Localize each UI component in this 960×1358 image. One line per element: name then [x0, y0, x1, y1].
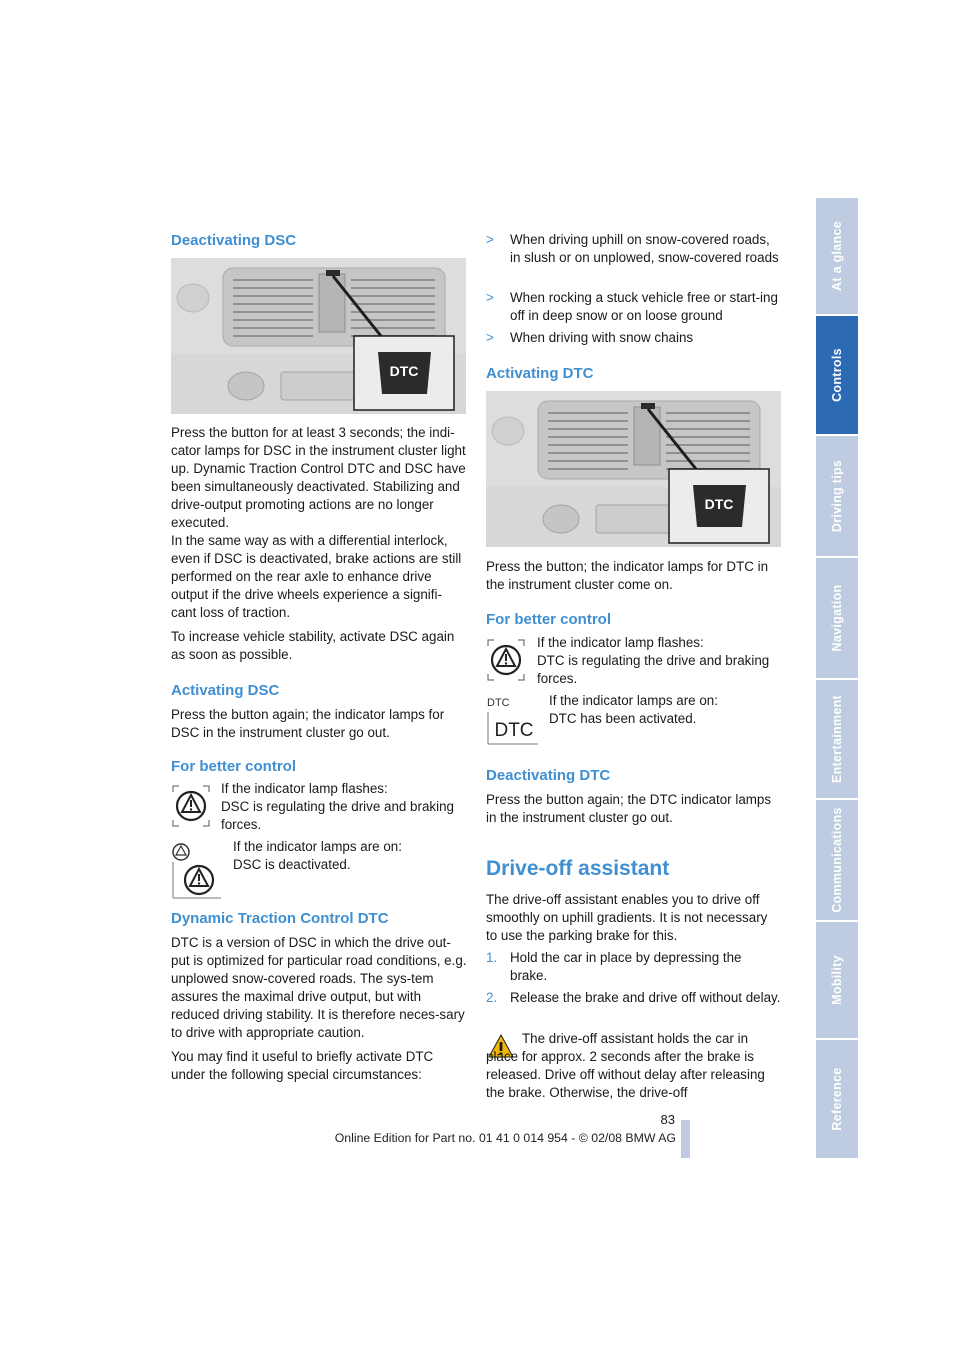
paragraph: Press the button for at least 3 seconds; the indi-cator lamps for DSC in the instrument cluster light up. Dynamic Traction Control DTC and DSC have been simultaneously deactivated. Stabilizing and drive-output promoting actions are no longer executed.	[171, 425, 466, 530]
heading-dynamic-traction-control: Dynamic Traction Control DTC	[171, 910, 389, 927]
list-item	[486, 949, 782, 985]
indicator-flash-line-2: DSC is regulating the drive and braking forces.	[221, 799, 454, 832]
paragraph: DTC is a version of DSC in which the drive out-put is optimized for particular road conditions, e.g. unplowed snow-covered roads. The sys-tem assures the maximal drive output, but with reduced driving stability. It is therefore neces-sary to drive with appropriate caution.	[171, 935, 467, 1040]
dashboard-photo-dsc	[171, 258, 466, 414]
heading-deactivating-dtc: Deactivating DTC	[486, 767, 611, 784]
tab-label: Controls	[830, 348, 844, 402]
dashboard-photo-dtc	[486, 391, 781, 547]
dtc-button-label: DTC	[704, 496, 734, 512]
footer-edition-text: Online Edition for Part no. 01 41 0 014 954 - © 02/08 BMW AG	[334, 1131, 676, 1145]
list-item	[486, 289, 782, 325]
tab-communications[interactable]	[816, 800, 858, 922]
indicator-on-line-1: If the indicator lamps are on:	[233, 839, 402, 854]
step-text: Hold the car in place by depressing the brake.	[510, 950, 742, 983]
indicator-flash-text	[537, 634, 782, 688]
step-number: 1.	[486, 950, 498, 965]
tab-label: At a glance	[830, 221, 844, 291]
tab-label: Driving tips	[830, 459, 844, 533]
warning-text: The drive-off assistant holds the car in place for approx. 2 seconds after the brake is released. Drive off without delay after releasing the brake. Otherwise, the drive-off	[486, 1031, 765, 1100]
tab-label: Communications	[830, 807, 844, 913]
heading-for-better-control: For better control	[171, 758, 297, 775]
paragraph: Press the button again; the indicator lamps for DSC in the instrument cluster go out.	[171, 707, 445, 740]
tab-label: Navigation	[830, 584, 844, 652]
paragraph: Press the button; the indicator lamps for DTC in the instrument cluster come on.	[486, 559, 769, 592]
indicator-on-line-2: DTC has been activated.	[549, 711, 697, 726]
bullet-marker: >	[486, 232, 494, 247]
tab-entertainment[interactable]	[816, 680, 858, 800]
heading-drive-off-assistant: Drive-off assistant	[486, 857, 670, 880]
heading-activating-dtc: Activating DTC	[486, 365, 594, 382]
heading-for-better-control: For better control	[486, 611, 612, 628]
tab-label: Reference	[830, 1067, 844, 1131]
footer-bar	[681, 1120, 690, 1158]
list-item	[486, 231, 782, 267]
list-item	[486, 329, 782, 347]
indicator-flash-line-2: DTC is regulating the drive and braking forces.	[537, 653, 770, 686]
tab-label: Entertainment	[830, 695, 844, 783]
indicator-on-text	[233, 838, 467, 874]
tab-driving-tips[interactable]	[816, 436, 858, 558]
dtc-warning-lamp-icon	[486, 638, 526, 687]
paragraph: The drive-off assistant enables you to drive off smoothly on uphill gradients. It is not necessary to use the parking brake for this.	[486, 892, 768, 943]
paragraph: Press the button again; the DTC indicator lamps in the instrument cluster go out.	[486, 792, 772, 825]
tab-reference[interactable]	[816, 1040, 858, 1160]
step-text: Release the brake and drive off without delay.	[510, 990, 781, 1005]
paragraph: You may find it useful to briefly activate DTC under the following special circumstances:	[171, 1049, 434, 1082]
dsc-off-lamp-icon	[171, 842, 223, 905]
dtc-active-lamp-icon	[486, 694, 540, 753]
page-number: 83	[660, 1112, 675, 1127]
tab-controls[interactable]	[816, 316, 858, 436]
tab-at-a-glance[interactable]	[816, 198, 858, 316]
bullet-text: When driving uphill on snow-covered roads, in slush or on unplowed, snow-covered roads	[510, 232, 779, 265]
tab-label: Mobility	[830, 955, 844, 1005]
dtc-small-label: DTC	[487, 697, 510, 709]
tab-mobility[interactable]	[816, 922, 858, 1040]
indicator-on-line-1: If the indicator lamps are on:	[549, 693, 718, 708]
indicator-flash-text	[221, 780, 467, 834]
dtc-button-label: DTC	[389, 363, 419, 379]
indicator-flash-line-1: If the indicator lamp flashes:	[537, 635, 704, 650]
indicator-on-line-2: DSC is deactivated.	[233, 857, 351, 872]
indicator-on-text	[549, 692, 782, 728]
bullet-marker: >	[486, 290, 494, 305]
bullet-text: When rocking a stuck vehicle free or start-ing off in deep snow or on loose ground	[510, 290, 778, 323]
tab-navigation[interactable]	[816, 558, 858, 680]
heading-deactivating-dsc: Deactivating DSC	[171, 232, 297, 249]
bullet-marker: >	[486, 330, 494, 345]
paragraph: To increase vehicle stability, activate DSC again as soon as possible.	[171, 629, 455, 662]
heading-activating-dsc: Activating DSC	[171, 682, 280, 699]
list-item	[486, 989, 782, 1007]
step-number: 2.	[486, 990, 498, 1005]
bullet-text: When driving with snow chains	[510, 330, 694, 345]
paragraph: In the same way as with a differential interlock, even if DSC is deactivated, brake actions are still performed on the rear axle to enhance drive output if the drive wheels experience a signifi-cant loss of traction.	[171, 533, 462, 620]
indicator-flash-line-1: If the indicator lamp flashes:	[221, 781, 388, 796]
dtc-big-label: DTC	[494, 720, 534, 741]
dsc-warning-lamp-icon	[171, 784, 211, 833]
